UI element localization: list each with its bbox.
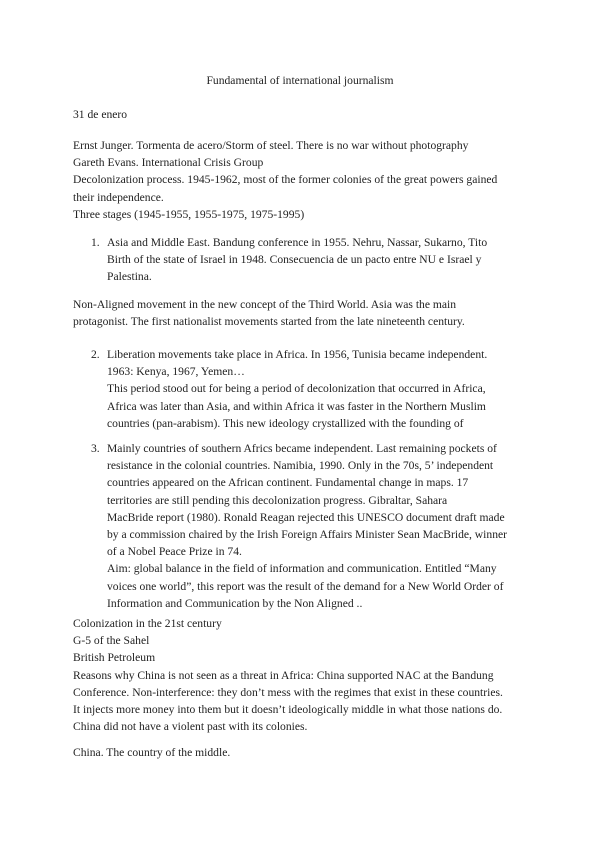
- paragraph-line: British Petroleum: [73, 651, 156, 665]
- colonization-paragraph: [73, 615, 533, 735]
- intro-line: Gareth Evans. International Crisis Group: [73, 156, 264, 170]
- paragraph-line: Reasons why China is not seen as a threat in Africa: China supported NAC at the Bandung: [73, 668, 494, 682]
- list-item-1: [91, 234, 536, 286]
- intro-paragraph: [73, 137, 533, 223]
- list-number: 3.: [91, 442, 100, 455]
- list-line: resistance in the colonial countries. Namibia, 1990. Only in the 70s, 5’ independent: [107, 459, 494, 473]
- list-line: Mainly countries of southern Africs became independent. Last remaining pockets of: [107, 442, 497, 455]
- list-item-3: [91, 440, 536, 612]
- list-line: by a commission chaired by the Irish Foreign Affairs Minister Sean MacBride, winner: [107, 528, 508, 542]
- list-line: Aim: global balance in the field of information and communication. Entitled “Many: [107, 562, 497, 576]
- paragraph-line: Non-Aligned movement in the new concept of the Third World. Asia was the main: [73, 298, 457, 311]
- paragraph-line: It injects more money into them but it doesn’t ideologically middle in what those nations do.: [73, 703, 503, 717]
- paragraph-line: protagonist. The first nationalist movements started from the late nineteenth century.: [73, 315, 465, 329]
- document-title: Fundamental of international journalism: [206, 74, 394, 87]
- paragraph-line: Colonization in the 21st century: [73, 617, 222, 630]
- intro-line: Decolonization process. 1945-1962, most of the former colonies of the great powers gained: [73, 173, 498, 187]
- list-line: territories are still pending this decolonization progress. Gibraltar, Sahara: [107, 493, 448, 507]
- list-number: 1.: [91, 236, 100, 249]
- date-line: 31 de enero: [73, 108, 128, 121]
- list-line: Information and Communication by the Non Aligned ..: [107, 596, 363, 610]
- paragraph-line: G-5 of the Sahel: [73, 634, 150, 648]
- paragraph-line: China did not have a violent past with its colonies.: [73, 720, 308, 734]
- list-line: Liberation movements take place in Africa. In 1956, Tunisia became independent.: [107, 348, 488, 361]
- list-line: countries (pan-arabism). This new ideology crystallized with the founding of: [107, 416, 464, 430]
- intro-line: Ernst Junger. Tormenta de acero/Storm of steel. There is no war without photography: [73, 139, 469, 152]
- list-line: Asia and Middle East. Bandung conference in 1955. Nehru, Nassar, Sukarno, Tito: [107, 236, 488, 249]
- non-aligned-paragraph: [73, 296, 533, 330]
- list-line: This period stood out for being a period of decolonization that occurred in Africa,: [107, 382, 486, 396]
- list-line: countries appeared on the African continent. Fundamental change in maps. 17: [107, 476, 469, 490]
- closing-line: China. The country of the middle.: [73, 746, 231, 759]
- list-line: MacBride report (1980). Ronald Reagan rejected this UNESCO document draft made: [107, 510, 505, 524]
- paragraph-line: Conference. Non-interference: they don’t mess with the regimes that exist in these countries.: [73, 685, 503, 699]
- list-line: Africa was later than Asia, and within Africa it was faster in the Northern Muslim: [107, 399, 486, 413]
- list-line: 1963: Kenya, 1967, Yemen…: [107, 365, 245, 379]
- intro-line: Three stages (1945-1955, 1955-1975, 1975-1995): [73, 207, 305, 221]
- list-line: voices one world”, this report was the result of the demand for a New World Order of: [107, 579, 504, 593]
- list-line: Birth of the state of Israel in 1948. Consecuencia de un pacto entre NU e Israel y: [107, 253, 482, 267]
- list-line: of a Nobel Peace Prize in 74.: [107, 545, 242, 559]
- intro-line: their independence.: [73, 190, 164, 204]
- list-number: 2.: [91, 348, 100, 361]
- list-item-2: [91, 346, 536, 432]
- list-line: Palestina.: [107, 270, 152, 284]
